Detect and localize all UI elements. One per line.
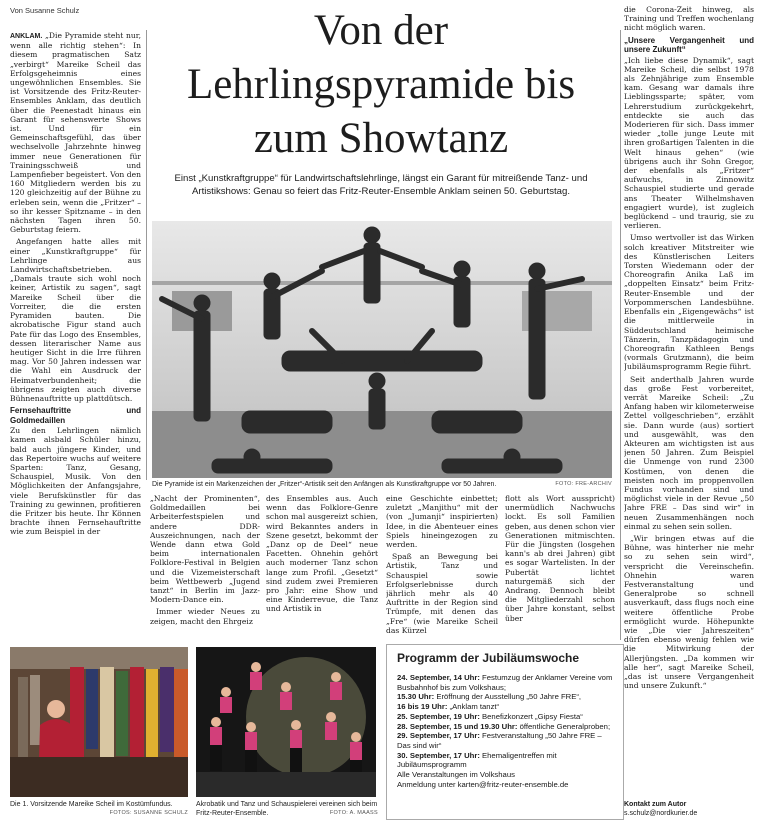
event-text: Eröffnung der Ausstellung „50 Jahre FRE“, — [436, 692, 582, 702]
paragraph: Immer wieder Neues zu zeigen, macht den Ehrgeiz — [150, 607, 260, 626]
stage-photo-illustration — [196, 647, 376, 797]
author-byline: Von Susanne Schulz — [10, 6, 80, 15]
event-date: 24. September, 14 Uhr: — [397, 673, 480, 682]
paragraph: eine Geschichte einbettet; zuletzt „Manjithu“ mit der (von „Jumanji“ inspirierten) Idee, in die Abenteuer eines Spiels hineingezogen zu werden. — [386, 494, 498, 550]
event-date: 29. September, 17 Uhr: — [397, 731, 480, 741]
event-text: Festveranstaltung „50 Jahre FRE – Das sind wir“ — [397, 731, 602, 750]
stage-photo — [196, 647, 376, 797]
program-event — [397, 751, 617, 770]
event-text: „Anklam tanzt“ — [449, 702, 500, 712]
caption-text: Akrobatik und Tanz und Schauspielerei vereinen sich beim Fritz-Reuter-Ensemble. — [196, 801, 378, 817]
program-footer-venue: Alle Veranstaltungen im Volkshaus — [397, 770, 515, 780]
article-column-bottom-4 — [505, 494, 615, 642]
caption-text: Die 1. Vorsitzende Mareike Scheil im Kostümfundus. — [10, 801, 173, 808]
costume-photo — [10, 647, 188, 797]
paragraph: flott als Wort ausspricht) unermüdlich Nachwuchs lockt. Es soll Familien geben, aus denen schon vier Generationen mitmischten. Für die Jüngsten (losgehen kann's ab drei Jahren) gibt es sogar Wartelisten. In der Pubertät lichtet naturgemäß sich der Andrang. Dennoch bleibt die Mitgliederzahl schon über Jahre konstant, selbst über — [505, 494, 615, 623]
caption-text: Die Pyramide ist ein Markenzeichen der „Fritzer“-Artistik seit den Anfängen als Kunstkraftgruppe vor 50 Jahren. — [152, 481, 497, 488]
costume-photo-illustration — [10, 647, 188, 797]
event-date: 25. September, 19 Uhr: — [397, 711, 480, 721]
column-divider — [620, 30, 621, 640]
program-box — [386, 644, 624, 820]
paragraph: Spaß an Bewegung bei Artistik, Tanz und Schauspiel sowie Erfolgserlebnisse durch jährlich mehr als 40 Auftritte in der Region sind Trümpfe, mit denen das „Fre“ (wie Mareike Scheil das Kürzel — [386, 552, 498, 635]
paragraph: „Wir bringen etwas auf die Bühne, was hinterher nie mehr so zu sehen sein wird“, verspricht die Vereinschefin. Ohnehin waren Festveranstaltung und Generalprobe so schnell ausverkauft, dass flugs noch eine weitere öffentliche Probe ermöglicht wurde. Höhepunkte wie „Die vier Jahreszeiten“ dürfen ebenso wenig fehlen wie die Mitwirkung der Allerjüngsten. „Da kommen wir alle her“, sagt Mareike Scheil, „das ist unsere Vergangenheit und unsere Zukunft.“ — [624, 533, 754, 691]
event-text: Ehemaligentreffen mit Jubiläumsprogramm — [397, 750, 557, 770]
photo-credit: FOTOS: SUSANNE SCHULZ — [109, 810, 188, 816]
article-column-left — [10, 31, 141, 643]
program-event — [397, 731, 617, 750]
paragraph: Zu den Lehrlingen nämlich kamen alsbald Schüler hinzu, bald auch jüngere Kinder, und das Repertoire wuchs auf weitere Sparten: Tanz, Gesang, Schauspiel, Musik. Von den Möglichkeiten der Anfangsjahre, viele Berufskünstler für das Training zu gewinnen, profitieren die Fritzer bis heute. Ihr Können brachte ihnen Fernsehauftritte wie zum Beispiel in der — [10, 426, 141, 537]
article-column-right — [624, 5, 754, 797]
event-text: Benefizkonzert „Gipsy Fiesta“ — [482, 711, 583, 721]
event-date: 30. September, 17 Uhr: — [397, 750, 480, 760]
main-photo-caption — [152, 480, 612, 489]
program-event — [397, 702, 617, 712]
photo-credit: FOTO: FRE-ARCHIV — [555, 481, 612, 487]
paragraph: „Nacht der Prominenten“, Goldmedaillen bei Arbeiterfestspielen und andere DDR-Auszeichnungen, nach der Wende dann etwa Gold beim internationalen Folklore-Festival in Belgien und die Vizemeisterschaft beim Wettbewerb „Jugend tanzt“ in Berlin im Jazz-Modern-Dance ein. — [150, 494, 260, 605]
dateline: ANKLAM. — [10, 33, 43, 40]
program-event — [397, 712, 617, 722]
photo-credit: FOTO: A. MAASS — [329, 810, 378, 816]
paragraph: des Ensembles aus. Auch wenn das Folklore-Genre schon mal ausgereizt schien, wird Bekanntes anders in Szene gesetzt, bekommt der „Danz op de Deel“ neue Facetten. Ohnehin gehört auch moderner Tanz schon lange zum Profil. „Gesetzt“ sind zudem zwei Premieren pro Jahr: eine Show und eine Kinderrevue, die Tanz und Artistik in — [266, 494, 378, 614]
program-event — [397, 673, 617, 692]
article-column-bottom-3 — [386, 494, 498, 642]
main-photo — [152, 221, 612, 478]
article-column-bottom-2 — [266, 494, 378, 642]
column-divider — [146, 30, 147, 480]
event-date: 15.30 Uhr: — [397, 692, 435, 702]
paragraph: Seit anderthalb Jahren wurde das große Fest vorbereitet, verrät Mareike Scheil: „Zu Anfang haben wir kilometerweise Zettel vollgeschrieben“, erzählt sie. Dann wurde (aus) sortiert und ausgewählt, was den Akteuren am wichtigsten ist aus jenen 50 Jahren. Zum Beispiel die Unmenge von rund 2300 Kostümen, von denen die meisten noch im proppenvollen Fundus vorhanden sind und möglichst viele in der Revue „50 Jahre FRE – Das sind wir“ in neuen Zusammenhängen noch einmal zu sehen sein sollen. — [624, 374, 754, 531]
article-column-bottom-1 — [150, 494, 260, 642]
event-date: 16 bis 19 Uhr: — [397, 702, 448, 712]
contact-email[interactable]: s.schulz@nordkurier.de — [624, 810, 698, 817]
program-event — [397, 692, 617, 702]
program-footer-signup[interactable]: Anmeldung unter karten@fritz-reuter-ensemble.de — [397, 779, 569, 789]
program-title: Programm der Jubiläumswoche — [397, 651, 580, 665]
paragraph: „Ich liebe diese Dynamik“, sagt Mareike Scheil, die selbst 1978 als Zehnjährige zum Ensemble kam. Gesang war damals ihre Lieblingssparte; später, vom Lehrerstudium zurückgekehrt, entdeckte sie auch das Moderieren für sich. Dass immer wieder „tolle junge Leute mit ihren großartigen Talenten in die Welt hinaus gehen“ (wie übrigens auch ihr Sohn Gregor, der ebenfalls als „Fritzer“ aufwuchs, in Zinnowitz Schauspiel studierte und gerade ans Theater Wilhelmshaven engagiert wurde), ist zugleich beglückend – und traurig, sie zu verlieren. — [624, 55, 754, 231]
paragraph: Angefangen hatte alles mit einer „Kunstkraftgruppe“ für Lehrlinge aus Landwirtschaftsbetrieben. „Damals traute sich wohl noch keiner, Artistik zu sagen“, sagt Mareike Scheil über die Vorreiter, die die ersten Pyramiden bauten. Die akrobatische Figur stand auch Pate für das Logo des Ensembles, dessen literarischer Name aus heutiger Sicht in die Irre führen mag. Vor 50 Jahren indessen war die Wahl ein Ausdruck der Heimatverbundenheit; die übrigens zeigten auch diverse Bühnenauftritte up plattdütsch. — [10, 237, 141, 403]
pyramid-photo-illustration — [152, 221, 612, 478]
event-date: 28. September, 15 und 19.30 Uhr: — [397, 721, 518, 731]
headline: Von der Lehrlingspyramide bis zum Showtanz — [186, 7, 576, 162]
stage-photo-caption — [196, 800, 378, 818]
event-text: Festumzug der Anklamer Vereine vom Busbahnhof bis zum Volkshaus; — [397, 673, 613, 692]
subheading: Fernsehauftritte und Goldmedaillen — [10, 406, 141, 425]
event-text: öffentliche Generalproben; — [519, 721, 611, 731]
paragraph: die Corona-Zeit hinweg, als Training und Treffen wochenlang nicht möglich waren. — [624, 5, 754, 33]
paragraph: „Die Pyramide steht nur, wenn alle richtig stehen“: In diesem pragmatischen Satz „verbirgt“ Mareike Scheil das Erfolgsgeheimnis eines ungewöhnlichen Ensembles. Sie ist Vorsitzende des Fritz-Reuter-Ensembles Anklam, das deutlich über die Peenestadt hinaus ein Garant für sehenswerte Shows ist. Und für ein Gemeinschaftsgefühl, das über wechselvolle Jahrzehnte hinweg immer neue Generationen für Trainingsschweiß und Lampenfieber begeistert. Von den 160 Mitgliedern werden bis zu 120 gleichzeitig auf der Bühne zu erleben sein, wenn die „Fritzer“ – so ihr kesser Spitzname – in den nächsten Tagen ihren 50. Geburtstag feiern. — [10, 31, 141, 235]
paragraph: Umso wertvoller ist das Wirken solch kreativer Mitstreiter wie des Künstlerischen Leiters Torsten Wiedemann oder der Choreografin Anika Laß im „doppelten Einsatz“ beim Fritz-Reuter-Ensemble und der Vorpommerschen Landesbühne. Ebenfalls ein „Eigengewächs“ ist die mittlerweile in Süddeutschland heimische Tänzerin, Tanzpädagogin und Choreografin Kathleen Bengs (vormals Grutzmann), die beim Jubiläumsprogramm Regie führt. — [624, 233, 754, 372]
subheading: „Unsere Vergangenheit und unsere Zukunft“ — [624, 35, 754, 55]
program-event — [397, 722, 617, 732]
author-contact — [624, 800, 697, 818]
costume-photo-caption — [10, 800, 188, 818]
teaser: Einst „Kunstkraftgruppe“ für Landwirtschaftslehrlinge, längst ein Garant für mitreißende Tanz- und Artistikshows: Genau so feiert das Fritz-Reuter-Ensemble Anklam seinen 50. Geburtstag. — [174, 173, 588, 197]
contact-label: Kontakt zum Autor — [624, 801, 687, 808]
